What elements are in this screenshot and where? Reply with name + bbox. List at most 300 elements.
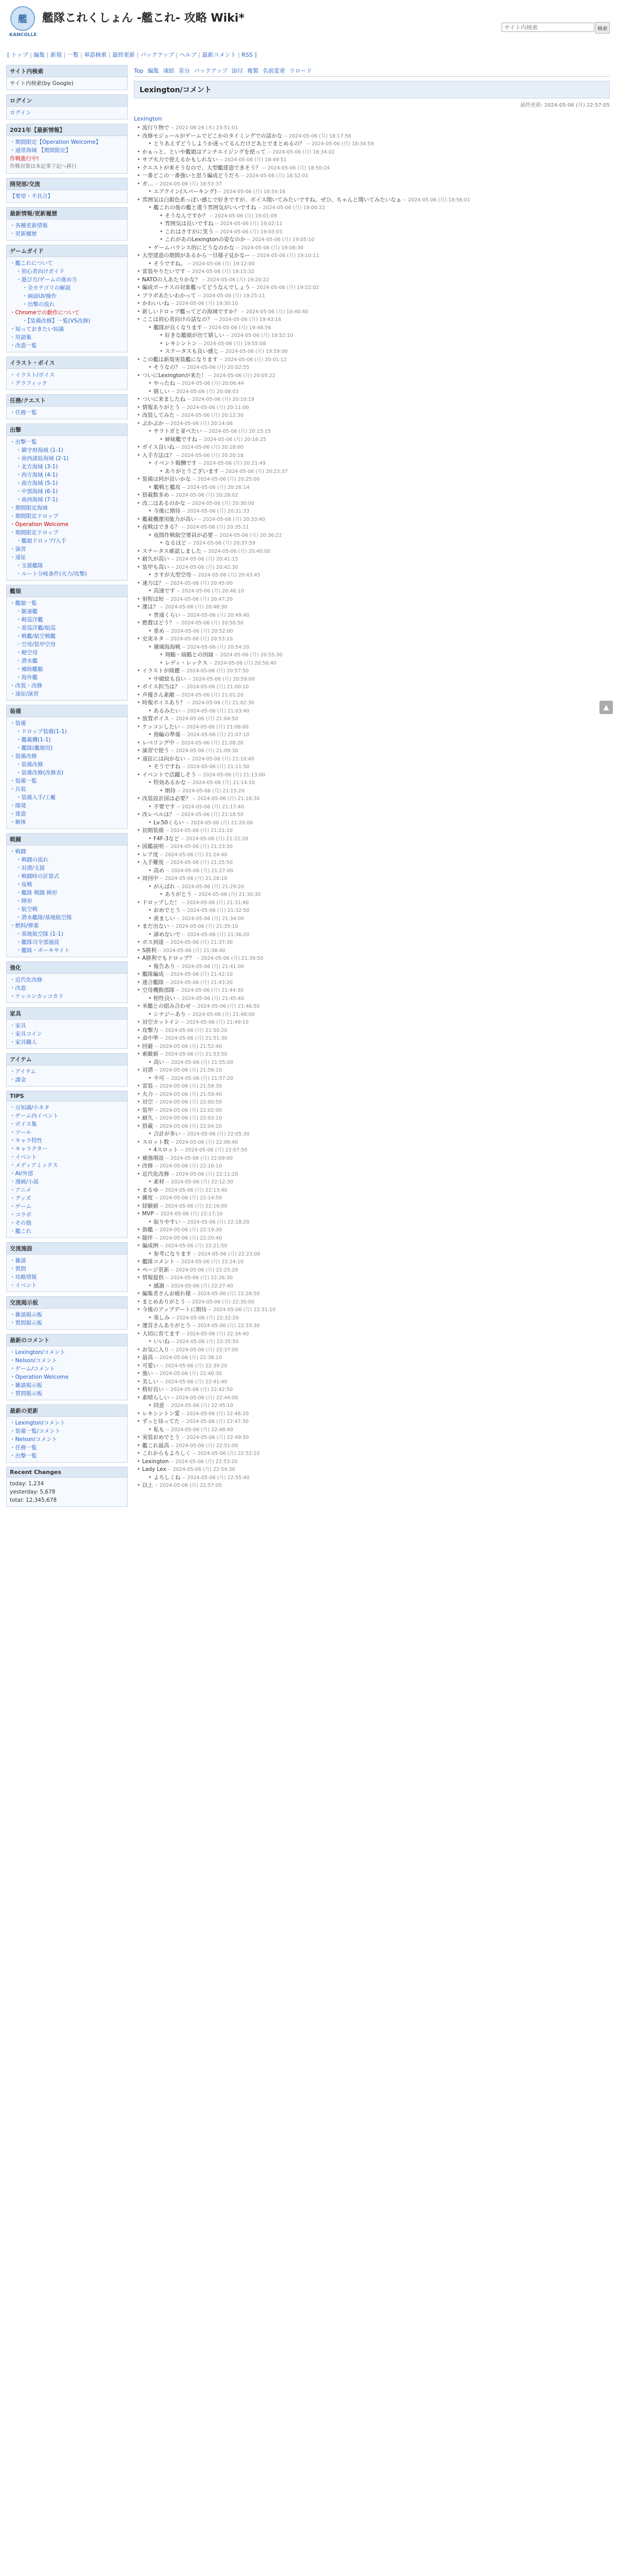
comment-item: • 艦隊コメント -- 2024-05-06 (月) 22:24:10 bbox=[142, 1258, 610, 1266]
comment-text: 以上 bbox=[142, 1482, 153, 1488]
comment-item: • この艦は新規実装艦になります -- 2024-05-06 (月) 20:01:12 bbox=[142, 356, 610, 364]
sidebar-link[interactable]: ・兵装 bbox=[10, 786, 26, 792]
comment-text: 雰囲気は白銀色系っぽい感じで好きですが、ボイス聞いてみたいですね。ぜひ、ちゃんと聞いてみたいなぁ bbox=[142, 196, 402, 203]
sidebar-box-title: 開発部/交流 bbox=[7, 178, 127, 190]
sidebar-box-body bbox=[7, 1255, 127, 1292]
comment-item: • 耐久が高い -- 2024-05-06 (月) 20:41:15 bbox=[142, 555, 610, 564]
topnav-link[interactable]: RSS bbox=[242, 52, 253, 58]
sidebar-link[interactable]: ・改造 bbox=[10, 985, 26, 991]
comment-timestamp: 2024-05-06 (月) 20:11:00 bbox=[186, 404, 249, 411]
comment-text: まとめありがとう bbox=[142, 1298, 185, 1305]
sidebar-link[interactable]: ・重巡洋艦/航巡 bbox=[16, 625, 56, 631]
comment-text: 指輪の準備 bbox=[153, 732, 181, 738]
comment-item: • 演習で使う -- 2024-05-06 (月) 21:09:30 bbox=[142, 747, 610, 755]
sidebar-link[interactable]: ・装備入手/工廠 bbox=[16, 794, 56, 801]
comment-item: • まとめありがとう -- 2024-05-06 (月) 22:30:00 bbox=[142, 1298, 610, 1307]
comment-text: レベリング中 bbox=[142, 739, 175, 746]
sidebar-link[interactable]: ・基地航空隊 (1-1) bbox=[16, 931, 63, 937]
sidebar-link[interactable]: ・戦闘の流れ bbox=[16, 857, 48, 863]
sidebar-link[interactable]: ・解体 bbox=[10, 819, 26, 825]
comment-item: • これからもよろしく -- 2024-05-06 (月) 22:52:10 bbox=[142, 1450, 610, 1458]
sidebar-link[interactable]: ・画面UI/操作 bbox=[22, 293, 57, 299]
sidebar-link[interactable]: ・中部海域 (6-1) bbox=[16, 488, 58, 495]
comment-item: • ボス到達 -- 2024-05-06 (月) 21:37:30 bbox=[142, 939, 610, 947]
sidebar-box-title: サイト内検索 bbox=[7, 65, 127, 77]
sidebar-link[interactable]: ・Operation Welcome bbox=[10, 1374, 69, 1380]
comment-item: • 流行り物で -- 2021-08-26 (木) 23:51:01 bbox=[142, 124, 610, 132]
sidebar-box-title: ゲームガイド bbox=[7, 245, 127, 257]
comment-text: 遠征には向かない bbox=[142, 755, 185, 762]
sidebar-link[interactable]: ・グッズ bbox=[10, 1195, 31, 1201]
sidebar-link[interactable]: ・出撃一覧 bbox=[10, 439, 37, 445]
sidebar-link[interactable]: ・軽巡洋艦 bbox=[16, 617, 43, 623]
comment-text: レディ・レックス bbox=[165, 659, 208, 666]
comment-text: 対潜 bbox=[142, 1067, 153, 1073]
scroll-top-button[interactable] bbox=[599, 701, 613, 714]
sidebar-link[interactable]: ・ツール bbox=[10, 1129, 31, 1136]
sidebar-link[interactable]: ・漫画/小説 bbox=[10, 1179, 39, 1185]
sidebar-link[interactable]: ・艦載機(1-1) bbox=[16, 737, 51, 743]
sidebar-link[interactable]: ・イベント bbox=[10, 1154, 37, 1160]
search-button[interactable]: 検索 bbox=[595, 22, 610, 33]
comment-text: 米艦との組み合わせ bbox=[142, 1003, 191, 1009]
comment-timestamp: 2024-05-06 (月) 20:31:33 bbox=[187, 509, 250, 514]
sidebar-link[interactable]: ・遠征/演習 bbox=[10, 691, 39, 697]
comment-text: 好きな艦娘が出て嬉しい bbox=[165, 332, 225, 338]
sidebar-link[interactable]: ・攻略情報 bbox=[10, 1274, 37, 1280]
sidebar-link[interactable]: ・支援艦隊 bbox=[16, 563, 43, 569]
sidebar-link[interactable]: ・豆知識/小ネタ bbox=[10, 1105, 50, 1111]
comment-item: • 艦これの他の艦と違う雰囲気がいいですね -- 2024-05-06 (月) 19:00:22 bbox=[153, 204, 610, 212]
sidebar-link[interactable]: ・雑談 bbox=[10, 1258, 26, 1264]
sidebar-link[interactable]: ・鎮守府海域 (1-1) bbox=[16, 447, 63, 453]
sidebar-link[interactable]: ・ルート分岐条件(火力/攻撃) bbox=[16, 571, 87, 577]
sidebar-link[interactable]: ・質問掲示板 bbox=[10, 1391, 42, 1397]
sidebar-link[interactable]: ・質問 bbox=[10, 1266, 26, 1272]
comment-item: • 一番どこの一番強いと思う編成どうだろ -- 2024-05-06 (月) 18:52:01 bbox=[142, 172, 610, 180]
comment-timestamp: 2024-05-06 (月) 20:23:37 bbox=[225, 468, 288, 474]
site-header bbox=[0, 0, 618, 46]
comment-timestamp: 2024-05-06 (月) 19:59:00 bbox=[225, 349, 288, 354]
sidebar-box bbox=[6, 1242, 128, 1292]
comment-item: • 素晴らしい -- 2024-05-06 (月) 22:44:00 bbox=[142, 1394, 610, 1402]
toolbar-link[interactable]: バックアップ bbox=[194, 67, 228, 74]
sidebar-link[interactable]: ・Lexington/コメント bbox=[10, 1349, 65, 1355]
comment-item: • 中破絵も良い -- 2024-05-06 (月) 20:59:00 bbox=[153, 675, 610, 684]
comment-item: • 近代化改修 -- 2024-05-06 (月) 22:11:20 bbox=[142, 1171, 610, 1179]
sidebar-box-title: 交流施設 bbox=[7, 1243, 127, 1255]
comment-item: • 攻撃力 -- 2024-05-06 (月) 21:50:20 bbox=[142, 1027, 610, 1035]
sidebar-link[interactable]: ・知っておきたい知識 bbox=[10, 326, 64, 332]
topnav-link[interactable]: トップ bbox=[11, 52, 28, 58]
sidebar-link[interactable]: ・夜戦 bbox=[16, 882, 32, 888]
sidebar-link[interactable]: ・補助艦艇 bbox=[16, 666, 43, 672]
comment-text: 報告あり bbox=[153, 963, 175, 970]
sidebar-link[interactable]: ・課金 bbox=[10, 1077, 26, 1083]
comment-item: • 4スロット -- 2024-05-06 (月) 22:07:50 bbox=[153, 1146, 610, 1155]
comment-timestamp: 2024-05-06 (月) 21:27:00 bbox=[170, 868, 233, 874]
toolbar-link[interactable]: 添付 bbox=[231, 67, 243, 74]
comment-item: • 不要です -- 2024-05-06 (月) 21:17:40 bbox=[153, 803, 610, 811]
comment-text: ここは初心者向けの話なの？ bbox=[142, 316, 213, 323]
sidebar-link[interactable]: ・駆逐艦 bbox=[16, 608, 38, 615]
sidebar-link[interactable]: ・任務一覧 bbox=[10, 410, 37, 416]
topnav-link[interactable]: 新規 bbox=[50, 52, 62, 58]
sidebar-box bbox=[6, 178, 128, 203]
comment-text: 情報提供 bbox=[142, 1275, 164, 1281]
sidebar-link[interactable]: ・雑談掲示板 bbox=[10, 1312, 42, 1318]
sidebar-link[interactable]: ・戦闘時の計算式 bbox=[16, 873, 59, 879]
comment-item: • レア度 -- 2024-05-06 (月) 21:24:40 bbox=[142, 851, 610, 859]
site-title[interactable]: 艦隊これくしょん -艦これ- 攻略 Wiki* bbox=[42, 12, 245, 25]
sidebar-link[interactable]: ・装備改修 bbox=[16, 761, 43, 768]
sidebar-link[interactable]: ・艦これ bbox=[10, 1228, 31, 1234]
sidebar-link[interactable]: ・期間限定海域 bbox=[10, 505, 48, 511]
comment-item: • 装甲 -- 2024-05-06 (月) 22:02:00 bbox=[142, 1107, 610, 1115]
toolbar-link[interactable]: Top bbox=[134, 67, 144, 74]
comment-text: よろしくね bbox=[153, 1474, 181, 1481]
sidebar-box-body bbox=[7, 1020, 127, 1048]
comment-item: • がんばれ -- 2024-05-06 (月) 21:29:20 bbox=[153, 883, 610, 891]
sidebar-link[interactable]: ・コラボ bbox=[10, 1212, 31, 1218]
comment-timestamp: 2024-05-06 (月) 20:35:11 bbox=[186, 524, 249, 530]
comment-text: 雷装 bbox=[142, 1083, 153, 1089]
comment-item: • 格好良い -- 2024-05-06 (月) 22:42:50 bbox=[142, 1386, 610, 1394]
sidebar-link[interactable]: ・陣形 bbox=[16, 898, 32, 904]
sidebar-link[interactable]: ・遠征 bbox=[10, 554, 26, 561]
comment-timestamp: 2024-05-06 (月) 19:30:10 bbox=[176, 301, 238, 307]
comment-text: かわいいね bbox=[142, 300, 169, 307]
comment-item: • 搭載数多め -- 2024-05-06 (月) 20:28:02 bbox=[142, 492, 610, 500]
comment-item: • 艦隊が良くなります -- 2024-05-06 (月) 19:48:56 bbox=[153, 324, 610, 332]
sidebar-link[interactable]: ・潜水艦 bbox=[16, 658, 38, 664]
toolbar-link[interactable]: 編集 bbox=[147, 67, 159, 74]
sidebar-link[interactable]: ・艦隊(艦娘用) bbox=[16, 745, 53, 751]
comment-timestamp: 2024-05-06 (月) 22:31:10 bbox=[213, 1307, 276, 1313]
comment-item: • これはさすがに笑う -- 2024-05-06 (月) 19:03:03 bbox=[165, 228, 610, 236]
sidebar-link[interactable]: ・家具職人 bbox=[10, 1039, 37, 1045]
sidebar-link[interactable]: ・その他 bbox=[10, 1220, 31, 1226]
comment-timestamp: 2024-05-06 (月) 20:41:15 bbox=[176, 556, 238, 562]
sidebar-link[interactable]: ・艦娘一覧 bbox=[10, 600, 37, 606]
sidebar-link[interactable]: 【要望・不具合】 bbox=[10, 193, 53, 199]
sidebar-link[interactable]: ・南方海域 (5-1) bbox=[16, 480, 58, 486]
comment-text: やったね bbox=[153, 380, 175, 386]
topnav-link[interactable]: 編集 bbox=[33, 52, 45, 58]
comment-item: • 同意 -- 2024-05-06 (月) 22:45:10 bbox=[153, 1402, 610, 1410]
breadcrumb[interactable]: Lexington bbox=[134, 115, 162, 122]
sidebar-link[interactable]: ・艦隊・ボーキサイト bbox=[16, 947, 70, 954]
comment-item: • 対空 -- 2024-05-06 (月) 22:00:50 bbox=[142, 1098, 610, 1107]
sidebar-link[interactable]: ・初心者向けガイド bbox=[16, 268, 65, 275]
sidebar-link[interactable]: ・出撃の流れ bbox=[22, 301, 55, 308]
sidebar-link[interactable]: ・戦闘 bbox=[10, 849, 26, 855]
comment-item: • 改レベルは？ -- 2024-05-06 (月) 21:18:50 bbox=[142, 811, 610, 819]
sidebar-box-title: 強化 bbox=[7, 962, 127, 974]
sidebar-box bbox=[6, 94, 128, 120]
comment-text: 翔鶴・瑞鶴との因縁 bbox=[165, 652, 214, 658]
sidebar-link[interactable]: ・全カテゴリの解説 bbox=[22, 285, 71, 291]
sidebar-link[interactable]: ・Nelson/コメント bbox=[10, 1436, 57, 1443]
topnav-link[interactable]: バックアップ bbox=[140, 52, 174, 58]
sidebar-link[interactable]: ・艦娘ドロップ/入手 bbox=[16, 538, 66, 544]
comment-text: ボイス担当は？ bbox=[142, 684, 180, 690]
comment-item: • エアクイン(スパーキング) -- 2024-05-06 (月) 18:54:16 bbox=[153, 188, 610, 196]
sidebar-link[interactable]: ・改装・改修 bbox=[10, 683, 42, 689]
comment-item: • 図鑑説明 -- 2024-05-06 (月) 21:23:30 bbox=[142, 843, 610, 851]
sidebar-link[interactable]: ・装備 bbox=[10, 720, 26, 726]
comment-text: ボイス良いね bbox=[142, 444, 175, 450]
topnav-link[interactable]: 最新コメント bbox=[202, 52, 236, 58]
comment-text: 対空 bbox=[142, 1099, 153, 1105]
comment-text: 火力 bbox=[142, 1091, 153, 1097]
sidebar-link[interactable]: ・ボイス集 bbox=[10, 1121, 37, 1127]
comment-timestamp: 2024-05-06 (月) 20:48:30 bbox=[165, 604, 228, 610]
comment-item: • イベントで活躍しそう -- 2024-05-06 (月) 21:13:00 bbox=[142, 771, 610, 779]
comment-timestamp: 2024-05-06 (月) 22:12:30 bbox=[170, 1179, 233, 1185]
sidebar-link[interactable]: ・装備一覧 bbox=[10, 778, 37, 784]
toolbar-link[interactable]: 名前変更 bbox=[262, 67, 285, 74]
comment-text: これはさすがに笑う bbox=[165, 228, 214, 235]
sidebar-link[interactable]: ・用語集 bbox=[10, 334, 31, 341]
comment-item: • 素材 -- 2024-05-06 (月) 22:12:30 bbox=[153, 1178, 610, 1187]
sidebar-link[interactable]: ・軽空母 bbox=[16, 650, 38, 656]
sidebar-link[interactable]: ・空母/装甲空母 bbox=[16, 641, 56, 648]
sidebar-link[interactable]: ・通常海域 【期間限定】 bbox=[10, 147, 71, 154]
sidebar-link[interactable]: ・ゲーム bbox=[10, 1204, 31, 1210]
sidebar-link[interactable]: ・雑談掲示板 bbox=[10, 1382, 42, 1388]
comment-timestamp: 2024-05-06 (月) 21:23:30 bbox=[170, 844, 233, 850]
site-logo[interactable] bbox=[9, 6, 36, 37]
comment-item: • NATOの人あたりかな？ -- 2024-05-06 (月) 19:20:22 bbox=[142, 276, 610, 284]
sidebar-link[interactable]: ・燃料/弾薬 bbox=[10, 923, 39, 929]
comment-timestamp: 2024-05-06 (月) 21:43:20 bbox=[170, 979, 233, 986]
comment-text: 編集者さんお疲れ様 bbox=[142, 1291, 191, 1297]
comment-item: • ドロップした！ -- 2024-05-06 (月) 21:31:40 bbox=[142, 899, 610, 907]
comment-text: エアクイン(スパーキング) bbox=[153, 189, 217, 195]
sidebar-link[interactable]: ・海外艦 bbox=[16, 674, 38, 681]
sidebar-link[interactable]: ・航空戦 bbox=[16, 906, 38, 912]
comment-timestamp: 2024-05-06 (月) 19:12:00 bbox=[192, 261, 255, 267]
comment-timestamp: 2024-05-06 (月) 20:50:50 bbox=[181, 620, 244, 626]
comment-item: • レキシントン愛 -- 2024-05-06 (月) 22:46:20 bbox=[142, 1410, 610, 1418]
comment-text: 回避 bbox=[142, 1043, 153, 1049]
sidebar-link[interactable]: ・ゲーム内イベント bbox=[10, 1113, 59, 1119]
sidebar-link[interactable]: ・演習 bbox=[10, 546, 26, 552]
comment-text: この艦は新規実装艦になります bbox=[142, 356, 218, 363]
topnav-link[interactable]: 一覧 bbox=[67, 52, 79, 58]
comment-item: • 米艦との組み合わせ -- 2024-05-06 (月) 21:46:50 bbox=[142, 1003, 610, 1011]
sidebar-link[interactable]: ・質問掲示板 bbox=[10, 1320, 42, 1326]
sidebar-link[interactable]: ・北方海域 (3-1) bbox=[16, 464, 58, 470]
comment-item: • ステータスも良い感じ -- 2024-05-06 (月) 19:59:00 bbox=[165, 348, 610, 356]
comment-text: さすが大型空母 bbox=[153, 572, 192, 578]
sidebar-link[interactable]: ・近代化改修 bbox=[10, 977, 42, 983]
comment-text: ボス到達 bbox=[142, 939, 164, 945]
sidebar-link[interactable]: ・遊び方/ゲームの進め方 bbox=[16, 277, 78, 283]
sidebar-link[interactable]: ・Nelson/コメント bbox=[10, 1358, 57, 1364]
comment-timestamp: 2024-05-06 (月) 21:57:20 bbox=[170, 1075, 233, 1081]
comment-item: • ガ… -- 2024-05-06 (月) 18:53:37 bbox=[142, 180, 610, 189]
comment-item: • 新しいドロップ艦ってどの海域ですか？ -- 2024-05-06 (月) 19:40:40 bbox=[142, 308, 610, 316]
sidebar-link[interactable]: ・イラスト/ボイス bbox=[10, 372, 55, 378]
sidebar-link[interactable]: ・艦隊 戦闘 陣形 bbox=[16, 890, 58, 896]
sidebar-link[interactable]: ・イベント bbox=[10, 1282, 37, 1289]
sidebar-link[interactable]: ・AI/外部 bbox=[10, 1171, 33, 1177]
comment-text: 周回中 bbox=[142, 875, 159, 882]
sidebar-link[interactable]: ・期間限定ドロップ bbox=[10, 530, 59, 536]
comment-timestamp: 2024-05-06 (月) 21:22:20 bbox=[186, 836, 248, 842]
sidebar-link[interactable]: ・ドロップ装備(1-1) bbox=[16, 728, 67, 735]
sidebar-link[interactable]: ・グラフィック bbox=[10, 380, 47, 386]
sidebar-link[interactable]: ・出撃一覧 bbox=[10, 1453, 37, 1459]
sidebar-link[interactable]: ・南西海域 (7-1) bbox=[16, 497, 58, 503]
sidebar-link[interactable]: ・改造一覧 bbox=[10, 343, 37, 349]
comment-timestamp: 2024-05-06 (月) 20:08:03 bbox=[176, 388, 239, 395]
comment-item: • 合計が多い -- 2024-05-06 (月) 22:05:30 bbox=[153, 1130, 610, 1139]
comment-text: 編成例 bbox=[142, 1243, 159, 1249]
comment-timestamp: 2024-05-06 (月) 22:17:10 bbox=[160, 1211, 223, 1217]
comment-text: がんばれ bbox=[153, 883, 175, 890]
comment-item: • とりあえずどうしようか迷ってるんだけどあとでまとめるの？ -- 2024-05-06 (月) 18:34:59 bbox=[153, 140, 610, 148]
comment-text: お気に入り bbox=[142, 1346, 169, 1353]
sidebar-link[interactable]: ・対潜/支援 bbox=[16, 865, 45, 871]
comment-text: 合計が多い bbox=[153, 1131, 181, 1137]
comment-timestamp: 2024-05-06 (月) 22:57:05 bbox=[159, 1483, 222, 1488]
comment-text: 対空カットイン bbox=[142, 1019, 180, 1025]
sidebar-link[interactable]: ・【装備改修】一覧(VS改修) bbox=[22, 318, 91, 324]
comment-timestamp: 2021-08-26 (木) 23:51:01 bbox=[176, 125, 238, 131]
topnav-link[interactable]: ヘルプ bbox=[179, 52, 197, 58]
sidebar-link[interactable]: ・南西諸島海域 (2-1) bbox=[16, 455, 69, 462]
comment-timestamp: 2024-05-06 (月) 20:59:00 bbox=[192, 676, 255, 682]
sidebar-link[interactable]: ・建造 bbox=[10, 811, 26, 817]
toolbar-link[interactable]: 差分 bbox=[178, 67, 190, 74]
sidebar-box bbox=[6, 1404, 128, 1463]
comment-text: 耐久が高い bbox=[142, 556, 169, 562]
comment-item: • 大型建造の期間があるから一旦様子見かなー -- 2024-05-06 (月) 19:10:11 bbox=[142, 252, 610, 260]
comment-text: クエストが来そうなので、大型艦建造できそう？ bbox=[142, 164, 261, 171]
comment-timestamp: 2024-05-06 (月) 18:52:01 bbox=[246, 173, 308, 179]
sidebar-link[interactable]: ・キャラ特性 bbox=[10, 1138, 42, 1144]
sidebar-text: yesterday: 5,678 bbox=[10, 1489, 56, 1495]
sidebar-link[interactable]: ・期間限定ドロップ bbox=[10, 513, 59, 519]
comment-text: 私も bbox=[153, 1426, 164, 1433]
comment-timestamp: 2024-05-06 (月) 22:35:50 bbox=[176, 1339, 239, 1345]
comment-timestamp: 2024-05-06 (月) 22:34:40 bbox=[186, 1331, 249, 1337]
comment-text: おめでとう bbox=[153, 907, 181, 913]
comment-text: かぁっと、といや艦娘はアンチエイジングを使って bbox=[142, 148, 266, 155]
comment-text: 雰囲気は良いですね bbox=[165, 221, 214, 227]
sidebar-box bbox=[6, 1053, 128, 1087]
toolbar-link[interactable]: リロード bbox=[289, 67, 312, 74]
sidebar-link[interactable]: ・Lexington/コメント bbox=[10, 1420, 65, 1426]
comment-item: • まるゆ -- 2024-05-06 (月) 22:13:40 bbox=[142, 1187, 610, 1195]
toolbar-link[interactable]: 凍結 bbox=[163, 67, 175, 74]
comment-item: • 改修モジュールがゲームでどこかのタイミングでの話かな -- 2024-05-06 (月) 18:17:56 bbox=[142, 132, 610, 141]
comment-timestamp: 2024-05-06 (月) 22:05:30 bbox=[187, 1131, 250, 1137]
sidebar-link[interactable]: ・西方海域 (4-1) bbox=[16, 472, 58, 478]
sidebar-link[interactable]: ・アニメ bbox=[10, 1187, 31, 1193]
sidebar-link[interactable]: ・各種更新情報 bbox=[10, 223, 48, 229]
sidebar-link[interactable]: ・家具コイン bbox=[10, 1031, 42, 1037]
comment-item: • かわいいね -- 2024-05-06 (月) 19:30:10 bbox=[142, 300, 610, 308]
sidebar-link[interactable]: ・キャラクター bbox=[10, 1146, 48, 1152]
comment-item: • 実装おめでとう -- 2024-05-06 (月) 22:49:50 bbox=[142, 1434, 610, 1442]
comment-timestamp: 2024-05-06 (月) 21:46:50 bbox=[197, 1004, 260, 1009]
sidebar-link[interactable]: ・潜水艦隊/基地航空隊 bbox=[16, 914, 72, 921]
sidebar-link[interactable]: ・ケッコンカッコカリ bbox=[10, 993, 64, 999]
comment-timestamp: 2024-05-06 (月) 22:33:30 bbox=[197, 1323, 260, 1329]
sidebar-link[interactable]: ・期間限定【Operation Welcome】 bbox=[10, 139, 101, 145]
comment-timestamp: 2024-05-06 (月) 19:00:22 bbox=[263, 205, 325, 211]
comment-timestamp: 2024-05-06 (月) 22:04:20 bbox=[159, 1123, 222, 1129]
comment-item: • 高速です -- 2024-05-06 (月) 20:46:10 bbox=[153, 587, 610, 596]
sidebar-link[interactable]: ・アイテム bbox=[10, 1069, 37, 1075]
comment-item: • 夜戦はできる？ -- 2024-05-06 (月) 20:35:11 bbox=[142, 523, 610, 532]
sidebar-link[interactable]: ・装備改修 bbox=[10, 753, 37, 759]
comment-text: 近代化改修 bbox=[142, 1171, 169, 1177]
comment-item: • 命中率 -- 2024-05-06 (月) 21:51:30 bbox=[142, 1035, 610, 1043]
comment-text: 装甲 bbox=[142, 1107, 153, 1113]
comment-timestamp: 2024-05-06 (月) 20:43:45 bbox=[198, 572, 261, 578]
comment-item: • 取りやすい -- 2024-05-06 (月) 22:18:20 bbox=[153, 1218, 610, 1227]
sidebar-link[interactable]: ・艦隊司令部施設 bbox=[16, 939, 59, 945]
comment-timestamp: 2024-05-06 (月) 21:58:30 bbox=[159, 1083, 222, 1089]
sidebar-link[interactable]: ・装備一覧/コメント bbox=[10, 1428, 61, 1434]
sidebar-link[interactable]: ・戦艦/航空戦艦 bbox=[16, 633, 56, 639]
comment-item: • 強い -- 2024-05-06 (月) 22:40:30 bbox=[142, 1370, 610, 1378]
sidebar-link[interactable]: ・更新履歴 bbox=[10, 231, 37, 237]
comment-item: • 編成ボーナスの対象艦ってどうなんでしょう -- 2024-05-06 (月) 19:22:02 bbox=[142, 284, 610, 292]
sidebar-link[interactable]: ・任務一覧 bbox=[10, 1445, 37, 1451]
topnav-link[interactable]: 最終更新 bbox=[112, 52, 135, 58]
sidebar-box bbox=[6, 245, 128, 352]
comment-timestamp: 2024-05-06 (月) 21:32:50 bbox=[187, 908, 250, 913]
page-title: Lexington/コメント bbox=[134, 81, 610, 98]
search-input[interactable] bbox=[502, 23, 594, 32]
sidebar-link[interactable]: ログイン bbox=[10, 110, 31, 116]
comment-item: • 周回中 -- 2024-05-06 (月) 21:28:10 bbox=[142, 875, 610, 883]
comment-item: • これがあのLexingtonの姿なのか -- 2024-05-06 (月) 19:05:10 bbox=[165, 236, 610, 244]
comment-timestamp: 2024-05-06 (月) 21:50:20 bbox=[165, 1027, 228, 1033]
sidebar-link[interactable]: ・装備改修(改修表) bbox=[16, 770, 64, 776]
comment-timestamp: 2024-05-06 (月) 22:20:40 bbox=[159, 1235, 222, 1241]
comment-item: • 情報ありがとう -- 2024-05-06 (月) 20:11:00 bbox=[142, 404, 610, 412]
sidebar-box bbox=[6, 833, 128, 957]
comment-item: • 時報ボイスあり？ -- 2024-05-06 (月) 21:02:30 bbox=[142, 699, 610, 707]
comment-timestamp: 2024-05-06 (月) 21:09:30 bbox=[176, 748, 238, 754]
comment-text: 燃費はどう？ bbox=[142, 620, 175, 626]
comment-text: 耐久 bbox=[142, 1115, 153, 1121]
comment-timestamp: 2024-05-06 (月) 21:30:30 bbox=[198, 892, 261, 897]
comment-timestamp: 2024-05-06 (月) 21:01:20 bbox=[181, 692, 244, 698]
topnav-link[interactable]: 単語検索 bbox=[84, 52, 107, 58]
sidebar-link[interactable]: ・開発 bbox=[10, 803, 26, 809]
comment-timestamp: 2024-05-06 (月) 19:03:03 bbox=[220, 229, 283, 235]
toolbar-link[interactable]: 複製 bbox=[247, 67, 259, 74]
sidebar-link[interactable]: ・艦これについて bbox=[10, 260, 53, 266]
sidebar-link[interactable]: ・メディアミックス bbox=[10, 1162, 58, 1168]
comment-text: Lv.50くらい bbox=[153, 819, 184, 826]
comment-text: 速力は？ bbox=[142, 580, 164, 586]
sidebar-link[interactable]: ・家具 bbox=[10, 1023, 26, 1029]
sidebar-text: today: 1,234 bbox=[10, 1481, 44, 1487]
comment-timestamp: 2024-05-06 (月) 21:17:40 bbox=[181, 804, 244, 810]
sidebar-box-title: TIPS bbox=[7, 1091, 127, 1101]
sidebar-link[interactable]: ・ゲーム/コメント bbox=[10, 1366, 55, 1372]
comment-timestamp: 2024-05-06 (月) 22:42:50 bbox=[170, 1387, 233, 1393]
